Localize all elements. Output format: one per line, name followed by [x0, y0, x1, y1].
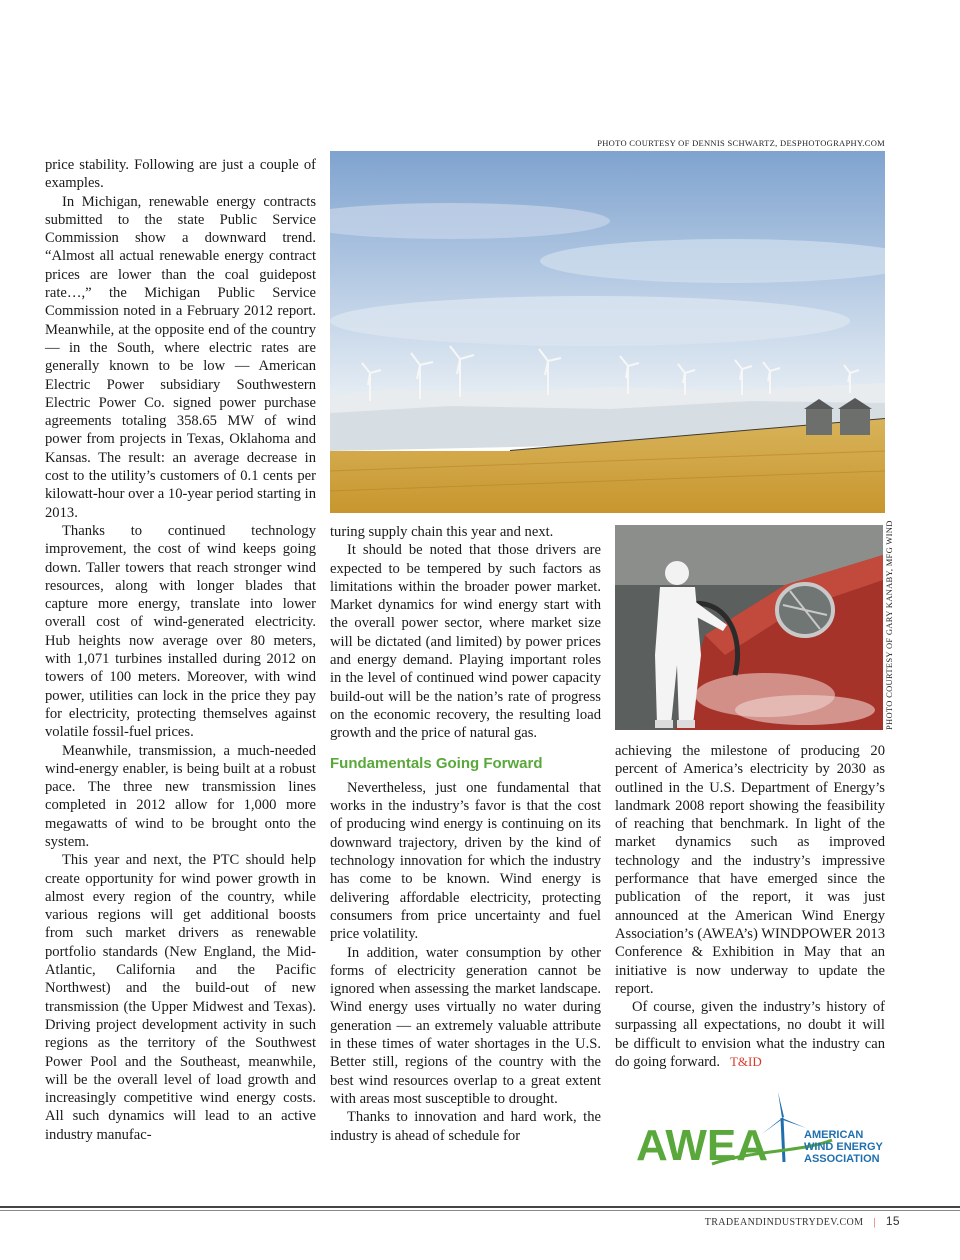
logo-line-1: AMERICAN — [804, 1129, 864, 1141]
photo-credit-top: PHOTO COURTESY OF DENNIS SCHWARTZ, DESPHOTOGRAPHY.COM — [597, 138, 885, 148]
paragraph: Meanwhile, transmission, a much-needed wind-energy enabler, is being built at a robust pace. The three new transmission lines completed in 2012 allow for 1,000 more megawatts of wind to be brought onto the system. — [45, 742, 316, 850]
page-number: 15 — [885, 1214, 900, 1228]
paragraph: It should be noted that those drivers are expected to be tempered by such factors as limitations within the broader power market. Market dynamics for wind energy start with the overall power sector, where market size will be dictated (and limited) by power prices and energy demand. Playing important roles in the level of continued wind power capacity build-out will be the nation’s rate of progress on the economic recovery, the resulting load growth and the price of natural gas. — [330, 542, 601, 742]
logo-wordmark: AWEA — [636, 1121, 768, 1170]
awea-logo — [632, 1090, 892, 1170]
paragraph: This year and next, the PTC should help create opportunity for wind power growth in almost every region of the country, while various regions will get additional boosts from such market drivers as renewable portfolio standards (New England, the Mid-Atlantic, California and the Pacific Northwest) and the build-out of new transmission (the Upper Midwest and Texas). Driving project development activity in such regions as the territory of the Southwest Power Pool and the Southeast, meanwhile, will be the overall level of load growth and increasingly competitive wind energy costs. All such dynamics will lead to an active industry manufac- — [45, 852, 316, 1143]
paragraph: Thanks to continued technology improvement, the cost of wind keeps going down. Taller towers that reach stronger wind resources, along with longer blades that capture more energy, translate into lower overall cost of wind-generated electricity. Hub heights now average over 80 meters, with 1,071 turbines installed during 2012 on towers of 100 meters. Moreover, with wind power, utilities can lock in the price they pay for electricity, protecting themselves against volatile fossil-fuel prices. — [45, 522, 316, 741]
paragraph: In Michigan, renewable energy contracts submitted to the state Public Service Commission show a downward trend. “Almost all actual renewable energy contract prices are lower than the coal guidepost rate…,” the Michigan Public Service Commission noted in a February 2012 report. Meanwhile, at the opposite end of the country — in the South, where electric rates are generally known to be low — American Electric Power subsidiary Southwestern Electric Power Co. signed power purchase agreements totaling 358.65 MW of wind power from projects in Texas, Oklahoma and Kansas. The result: an average decrease in cost to the utility’s customers of 0.1 cents per kilowatt-hour over a 10-year period starting in 2013. — [45, 193, 316, 521]
paragraph — [615, 998, 885, 1071]
end-mark: T&ID — [729, 1054, 762, 1070]
article-column-1 — [45, 156, 316, 1144]
logo-line-3: ASSOCIATION — [804, 1153, 880, 1165]
wind-farm-photo — [330, 151, 885, 513]
footer-separator: | — [873, 1217, 876, 1228]
page-footer — [705, 1214, 900, 1228]
article-column-2 — [330, 523, 601, 1145]
paragraph: achieving the milestone of producing 20 percent of America’s electricity by 2030 as outlined in the U.S. Department of Energy’s landmark 2008 report showing the feasibility of reaching that benchmark. In light of the market dynamics such as improved technology and the industry’s impressive performance that have emerged since the publication of the report, it was just announced at the American Wind Energy Association’s (AWEA’s) WINDPOWER 2013 Conference & Exhibition in May that an initiative is now underway to update the report. — [615, 743, 885, 997]
paragraph: Thanks to innovation and hard work, the industry is ahead of schedule for — [330, 1109, 601, 1144]
paragraph-text: Of course, given the industry’s history of surpassing all expectations, no doubt it will be difficult to envision what the industry can do going forward. — [615, 999, 885, 1071]
logo-line-2: WIND ENERGY — [804, 1141, 883, 1153]
footer-rule — [0, 1206, 960, 1208]
paragraph: In addition, water consumption by other forms of electricity generation cannot be ignored when assessing the market landscape. Wind energy uses virtually no water during generation — an extremely valuable attribute in these times of water shortages in the U.S. Better still, regions of the country with the best wind resources overlap to a great extent with areas most susceptible to drought. — [330, 944, 601, 1107]
technician-spraying-photo — [615, 525, 883, 730]
paragraph: Nevertheless, just one fundamental that works in the industry’s favor is that the cost of producing wind energy is continuing on its downward trajectory, driven by the kind of technology innovation for which the industry has come to be known. Wind energy is delivering affordable electricity, protecting consumers from price uncertainty and fuel price volatility. — [330, 779, 601, 943]
paragraph: price stability. Following are just a couple of examples. — [45, 157, 316, 192]
article-column-3 — [615, 742, 885, 1071]
footer-rule-thin — [0, 1210, 960, 1211]
photo-credit-side: PHOTO COURTESY OF GARY KANABY, MFG WIND — [884, 520, 894, 730]
footer-site: TRADEANDINDUSTRYDEV.COM — [704, 1217, 864, 1228]
section-subhead: Fundamentals Going Forward — [330, 754, 543, 772]
paragraph: turing supply chain this year and next. — [330, 524, 554, 540]
